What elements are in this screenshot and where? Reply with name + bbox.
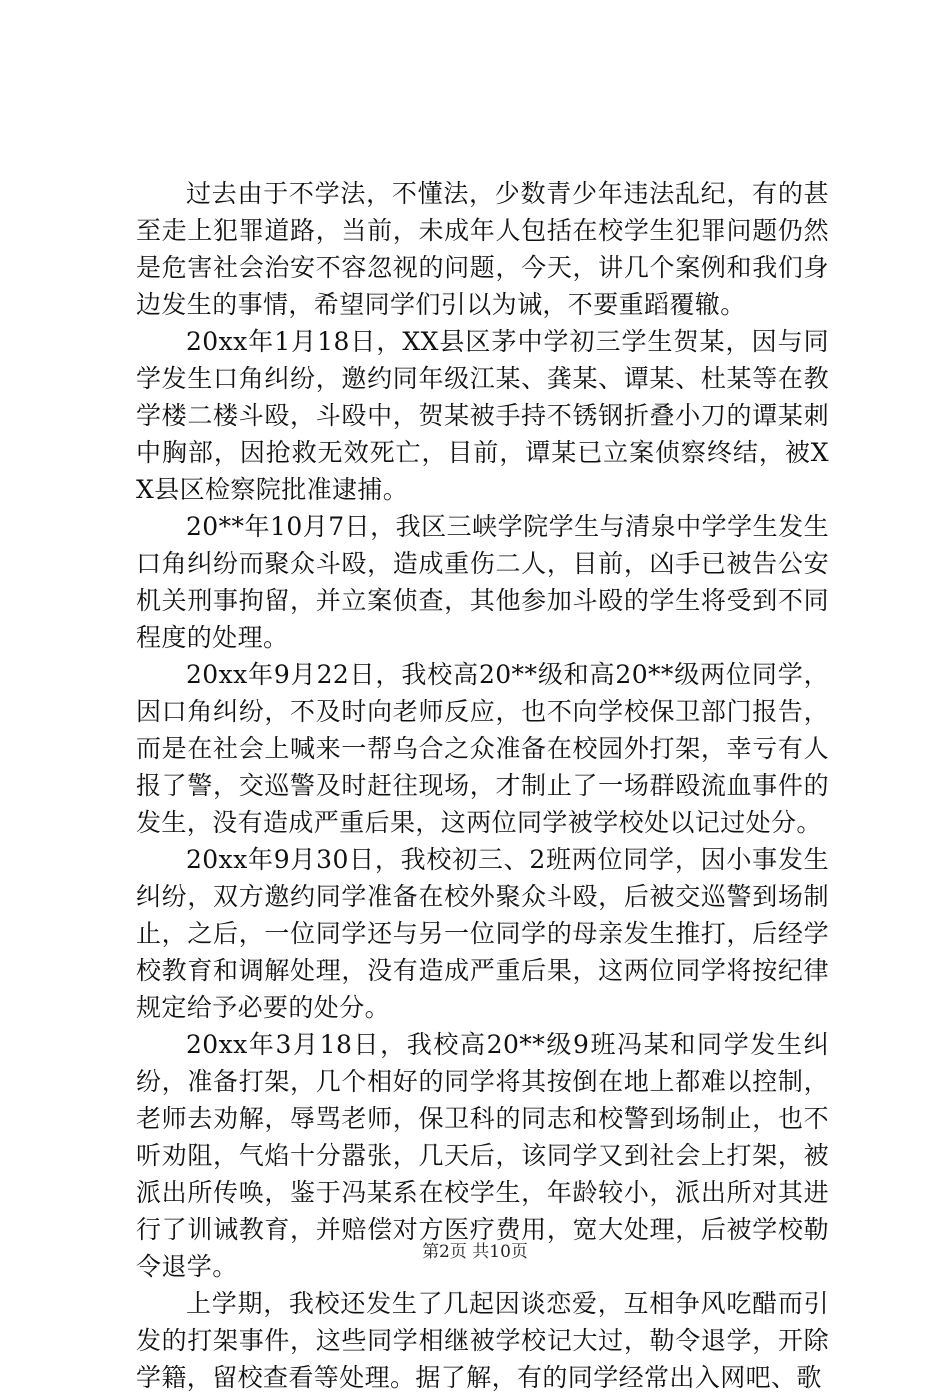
- paragraph-intro: 过去由于不学法，不懂法，少数青少年违法乱纪，有的甚至走上犯罪道路，当前，未成年人包括在校学生犯罪问题仍然是危害社会治安不容忽视的问题，今天，讲几个案例和我们身边发生的事情，希望同学们引以为诫，不要重蹈覆辙。: [136, 179, 829, 319]
- paragraph-case-1: 20xx年1月18日，XX县区茅中学初三学生贺某，因与同学发生口角纠纷，邀约同年级江某、龚某、谭某、杜某等在教学楼二楼斗殴，斗殴中，贺某被手持不锈钢折叠小刀的谭某刺中胸部，因抢救无效死亡，目前，谭某已立案侦察终结，被XX县区检察院批准逮捕。: [136, 327, 829, 504]
- paragraph-case-2: 20**年10月7日，我区三峡学院学生与清泉中学学生发生口角纠纷而聚众斗殴，造成重伤二人，目前，凶手已被告公安机关刑事拘留，并立案侦查，其他参加斗殴的学生将受到不同程度的处理。: [136, 512, 829, 652]
- paragraph-last-semester: 上学期，我校还发生了几起因谈恋爱，互相争风吃醋而引发的打架事件，这些同学相继被学校记大过，勒令退学，开除学籍，留校查看等处理。据了解，有的同学经常出入网吧、歌: [136, 1289, 829, 1392]
- page-number-footer: 第2页 共10页: [422, 1242, 528, 1262]
- paragraph-case-5: 20xx年3月18日，我校高20**级9班冯某和同学发生纠纷，准备打架，几个相好的同学将其按倒在地上都难以控制，老师去劝解，辱骂老师，保卫科的同志和校警到场制止，也不听劝阻，气焰十分嚣张，几天后，该同学又到社会上打架，被派出所传唤，鉴于冯某系在校学生，年龄较小，派出所对其进行了训诫教育，并赔偿对方医疗费用，宽大处理，后被学校勒令退学。: [136, 1030, 829, 1281]
- paragraph-case-3: 20xx年9月22日，我校高20**级和高20**级两位同学，因口角纠纷，不及时向老师反应，也不向学校保卫部门报告，而是在社会上喊来一帮乌合之众准备在校园外打架，幸亏有人报了警，交巡警及时赶往现场，才制止了一场群殴流血事件的发生，没有造成严重后果，这两位同学被学校处以记过处分。: [136, 660, 829, 837]
- document-body: [136, 175, 829, 1396]
- paragraph-case-4: 20xx年9月30日，我校初三、2班两位同学，因小事发生纠纷，双方邀约同学准备在校外聚众斗殴，后被交巡警到场制止，之后，一位同学还与另一位同学的母亲发生推打，后经学校教育和调解处理，没有造成严重后果，这两位同学将按纪律规定给予必要的处分。: [136, 845, 829, 1022]
